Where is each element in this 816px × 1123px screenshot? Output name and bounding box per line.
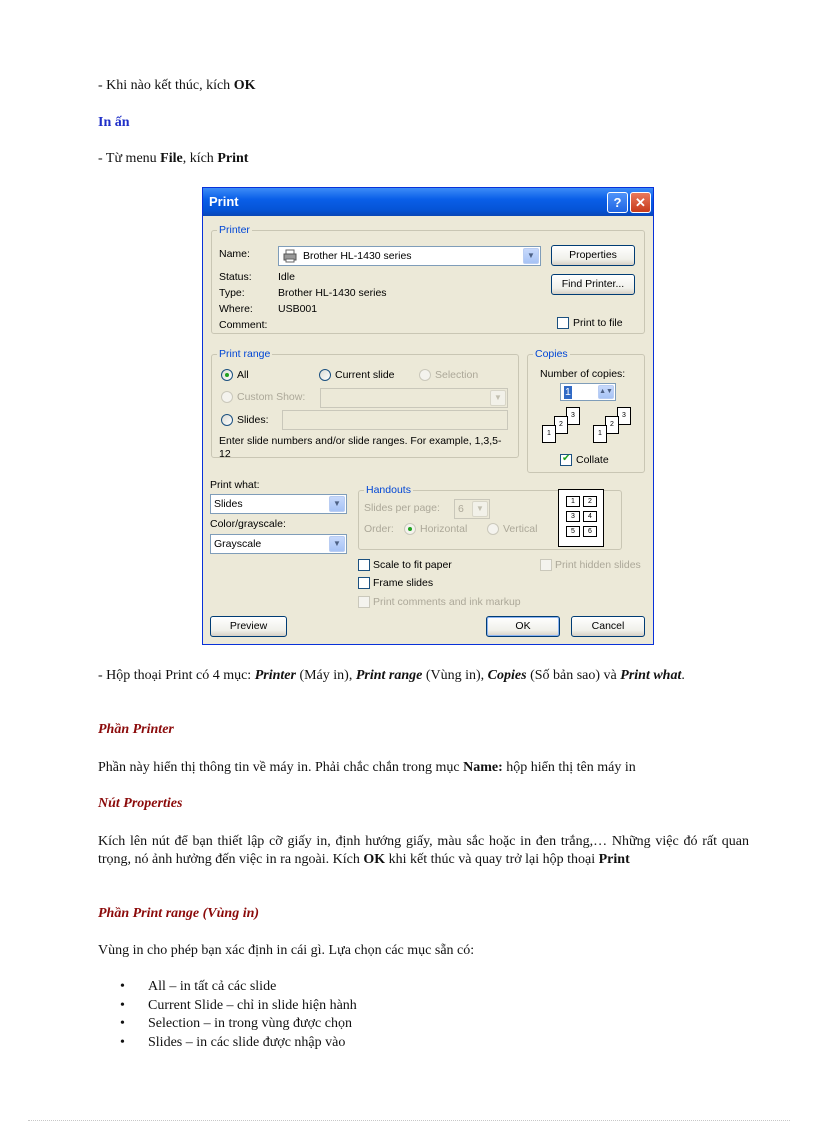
collate-sheet: 2 (554, 416, 568, 434)
para-properties (98, 833, 749, 869)
copies-value: 1 (565, 386, 571, 398)
handout-cell: 4 (583, 511, 597, 522)
handouts-legend: Handouts (366, 484, 411, 496)
name-label: Name: (219, 248, 250, 260)
para-printer-name: Name: (463, 760, 503, 775)
print-range-legend: Print range (219, 348, 271, 360)
heading-printer: Phần Printer (98, 722, 174, 737)
custom-show-select[interactable] (320, 388, 508, 408)
selection-radio[interactable] (419, 369, 431, 381)
line-menu (98, 150, 248, 168)
preview-button[interactable]: Preview (210, 616, 287, 637)
print-to-file-checkbox[interactable] (557, 317, 569, 329)
print-hidden-slides-checkbox[interactable] (540, 559, 552, 571)
para-properties-pre: Kích lên nút để bạn thiết lập cỡ giấy in, định hướng giấy, màu sắc hoặc in đen trắng,… Những việc đó rất quan trọng, nó ảnh hưởng đến việc in ra ngoài. Kích (98, 834, 749, 867)
line-menu-file: File (160, 151, 183, 166)
slides-input[interactable] (282, 410, 508, 430)
color-value: Grayscale (214, 538, 262, 550)
para-printer-pre: Phần này hiển thị thông tin về máy in. Phải chắc chắn trong mục (98, 760, 464, 775)
line-menu-pre: - Từ menu (98, 151, 161, 166)
line-menu-mid: , kích (182, 151, 218, 166)
handout-preview (558, 489, 604, 547)
chevron-down-icon: ▼ (490, 390, 506, 406)
term-copies-vi: (Số bản sao) và (526, 668, 621, 683)
frame-slides-checkbox[interactable] (358, 577, 370, 589)
print-dialog (202, 187, 654, 645)
heading-print-range: Phần Print range (Vùng in) (98, 906, 260, 921)
printer-name-value: Brother HL-1430 series (303, 250, 412, 262)
ok-button[interactable]: OK (486, 616, 560, 637)
custom-show-radio[interactable] (221, 391, 233, 403)
where-value: USB001 (278, 303, 318, 315)
print-what-value: Slides (214, 498, 243, 510)
chevron-down-icon: ▼ (472, 501, 488, 517)
print-to-file-label: Print to file (573, 317, 623, 329)
para-sections (98, 667, 749, 685)
print-hidden-slides-label: Print hidden slides (555, 559, 641, 571)
type-label: Type: (219, 287, 245, 299)
page-bottom-rule (28, 1120, 790, 1121)
handout-cell: 6 (583, 526, 597, 537)
list-item: • Current Slide – chỉ in slide hiện hành (98, 997, 357, 1016)
term-copies: Copies (487, 668, 527, 683)
print-range-list (98, 978, 357, 1052)
line-finish-text: - Khi nào kết thúc, kích (98, 78, 234, 93)
dialog-title: Print (209, 194, 239, 209)
print-what-label: Print what: (210, 479, 260, 491)
slides-per-page-value: 6 (458, 503, 464, 515)
slides-per-page-select[interactable] (454, 499, 490, 519)
copies-spinner[interactable] (560, 383, 616, 401)
list-item: • Slides – in các slide được nhập vào (98, 1034, 357, 1053)
current-slide-radio[interactable] (319, 369, 331, 381)
line-finish (98, 77, 255, 95)
copies-legend: Copies (535, 348, 568, 360)
chevron-down-icon: ▼ (329, 536, 345, 552)
para-sections-pre: - Hộp thoại Print có 4 mục: (98, 668, 255, 683)
current-slide-label: Current slide (335, 369, 395, 381)
color-select[interactable] (210, 534, 347, 554)
scale-to-fit-checkbox[interactable] (358, 559, 370, 571)
list-item: • Selection – in trong vùng được chọn (98, 1015, 357, 1034)
all-label: All (237, 369, 249, 381)
handout-cell: 1 (566, 496, 580, 507)
handout-cell: 2 (583, 496, 597, 507)
scale-to-fit-label: Scale to fit paper (373, 559, 452, 571)
find-printer-button[interactable]: Find Printer... (551, 274, 635, 295)
status-label: Status: (219, 271, 252, 283)
printer-name-select[interactable] (278, 246, 541, 266)
slides-per-page-label: Slides per page: (364, 502, 440, 514)
cancel-button[interactable]: Cancel (571, 616, 645, 637)
collate-sheet: 1 (593, 425, 607, 443)
help-icon[interactable]: ? (607, 192, 628, 213)
horizontal-radio[interactable] (404, 523, 416, 535)
slides-label: Slides: (237, 414, 269, 426)
para-print-range: Vùng in cho phép bạn xác định in cái gì. Lựa chọn các mục sẵn có: (98, 943, 475, 958)
slide-range-hint: Enter slide numbers and/or slide ranges. For example, 1,3,5-12 (219, 435, 502, 460)
order-label: Order: (364, 523, 394, 535)
collate-checkbox[interactable] (560, 454, 572, 466)
slides-radio[interactable] (221, 414, 233, 426)
heading-properties: Nút Properties (98, 796, 183, 811)
heading-print: In ấn (98, 115, 130, 130)
properties-button[interactable]: Properties (551, 245, 635, 266)
print-what-select[interactable] (210, 494, 347, 514)
frame-slides-label: Frame slides (373, 577, 434, 589)
type-value: Brother HL-1430 series (278, 287, 387, 299)
collate-sheet: 2 (605, 416, 619, 434)
collate-sheet: 3 (617, 407, 631, 425)
chevron-down-icon: ▼ (329, 496, 345, 512)
term-print-range-vi: (Vùng in), (422, 668, 488, 683)
line-menu-print: Print (217, 151, 249, 166)
collate-label: Collate (576, 454, 609, 466)
term-print-range: Print range (355, 668, 423, 683)
comment-label: Comment: (219, 319, 268, 331)
handout-cell: 3 (566, 511, 580, 522)
close-icon[interactable]: ✕ (630, 192, 651, 213)
para-properties-print: Print (598, 852, 630, 867)
line-finish-ok: OK (233, 78, 256, 93)
vertical-label: Vertical (503, 523, 538, 535)
print-comments-checkbox[interactable] (358, 596, 370, 608)
para-properties-ok: OK (363, 852, 386, 867)
chevron-down-icon: ▼ (523, 248, 539, 264)
where-label: Where: (219, 303, 253, 315)
collate-sheet: 3 (566, 407, 580, 425)
term-print-what: Print what (620, 668, 682, 683)
number-of-copies-label: Number of copies: (540, 368, 626, 380)
term-printer-vi: (Máy in), (295, 668, 356, 683)
para-sections-end: . (681, 668, 685, 683)
horizontal-label: Horizontal (420, 523, 468, 535)
custom-show-label: Custom Show: (237, 391, 306, 403)
spinner-arrows-icon[interactable]: ▲▼ (598, 385, 614, 399)
print-comments-label: Print comments and ink markup (373, 596, 521, 608)
handout-cell: 5 (566, 526, 580, 537)
para-printer (98, 759, 636, 777)
selection-label: Selection (435, 369, 479, 381)
list-item: • All – in tất cả các slide (98, 978, 357, 997)
dialog-title-bar (203, 188, 653, 216)
para-printer-post: hộp hiển thị tên máy in (502, 760, 636, 775)
para-properties-mid: khi kết thúc và quay trở lại hộp thoại (385, 852, 599, 867)
status-value: Idle (278, 271, 295, 283)
vertical-radio[interactable] (487, 523, 499, 535)
term-printer: Printer (254, 668, 296, 683)
all-radio[interactable] (221, 369, 233, 381)
printer-icon (283, 249, 297, 263)
collate-sheet: 1 (542, 425, 556, 443)
printer-legend: Printer (219, 224, 250, 236)
color-label: Color/grayscale: (210, 518, 286, 530)
